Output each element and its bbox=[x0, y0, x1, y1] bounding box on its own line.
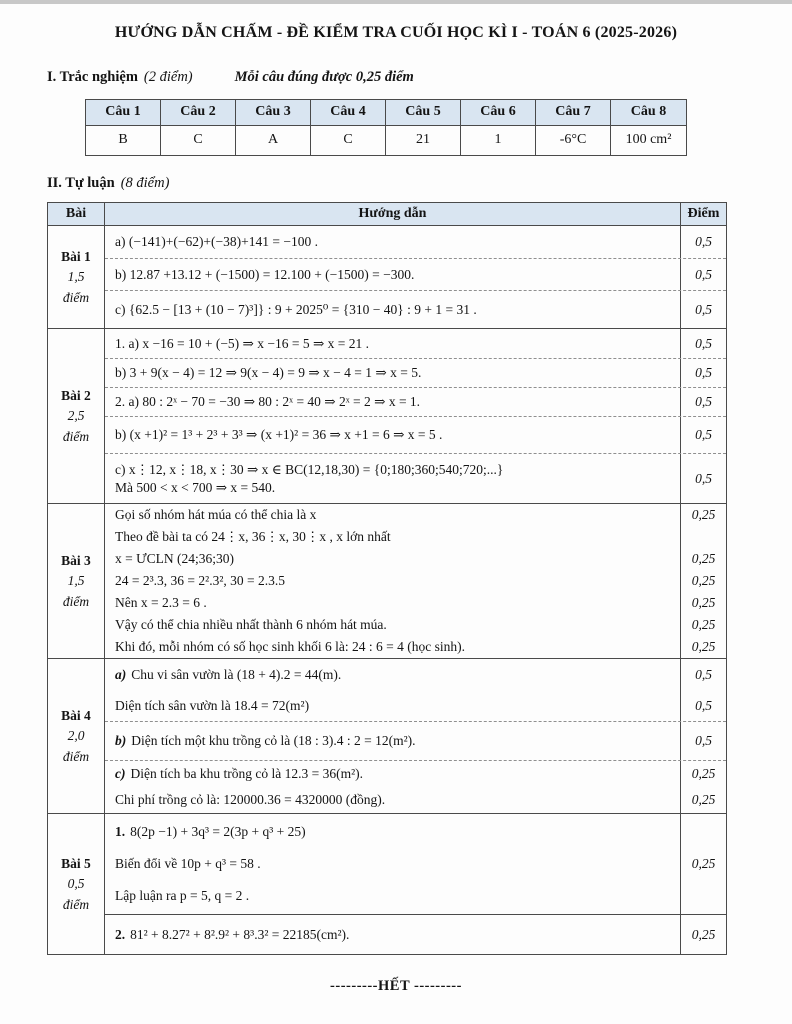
answer-line bbox=[115, 816, 674, 848]
page-title: HƯỚNG DẪN CHẤM - ĐỀ KIỂM TRA CUỐI HỌC KÌ I - TOÁN 6 (2025-2026) bbox=[114, 24, 678, 41]
mcq-answer-cell: C bbox=[161, 126, 236, 155]
answer-step bbox=[105, 787, 726, 813]
section1-subnote: Mỗi câu đúng được 0,25 điểm bbox=[234, 68, 414, 85]
mcq-header-cell: Câu 3 bbox=[236, 100, 311, 126]
score-cell: 0,5 bbox=[680, 291, 726, 328]
mcq-answer-cell: A bbox=[236, 126, 311, 155]
answer-row bbox=[105, 453, 726, 503]
answer-row bbox=[105, 504, 726, 658]
answer-line: Mà 500 < x < 700 ⇒ x = 540. bbox=[115, 479, 276, 495]
score-cell: 0,25 bbox=[680, 761, 726, 787]
mcq-header-cell: Câu 2 bbox=[161, 100, 236, 126]
score-cell: 0,5 bbox=[680, 226, 726, 258]
answer-line: 2. a) 80 : 2ˣ − 70 = −30 ⇒ 80 : 2ˣ = 40 ⇒ 2ˣ = 2 ⇒ x = 1. bbox=[115, 394, 421, 410]
answer-step bbox=[105, 614, 726, 636]
essay-col-huongdan: Hướng dẫn bbox=[358, 205, 427, 221]
score-cell: 0,25 bbox=[680, 915, 726, 954]
answer-step bbox=[105, 761, 726, 787]
score-cell: 0,5 bbox=[680, 659, 726, 690]
score-cell bbox=[680, 526, 726, 548]
answer-line: a) (−141)+(−62)+(−38)+141 = −100 . bbox=[115, 234, 318, 250]
section-body bbox=[105, 659, 726, 813]
mcq-header-cell: Câu 8 bbox=[611, 100, 686, 126]
answer-text: Diện tích một khu trồng cỏ là (18 : 3).4 : 2 = 12(m²). bbox=[131, 733, 416, 749]
mcq-header-cell: Câu 4 bbox=[311, 100, 386, 126]
mcq-answer-cell: 21 bbox=[386, 126, 461, 155]
section-points-unit: điểm bbox=[62, 748, 90, 764]
section-label-cell bbox=[48, 659, 105, 813]
section-points: 1,5 bbox=[67, 269, 85, 285]
answer-text: 8(2p −1) + 3q³ = 2(3p + q³ + 25) bbox=[130, 824, 306, 840]
answer-text: Diện tích ba khu trồng cỏ là 12.3 = 36(m²). bbox=[130, 766, 363, 782]
answer-line: Theo đề bài ta có 24⋮x, 36⋮x, 30⋮x , x lớn nhất bbox=[115, 529, 391, 545]
score-cell: 0,25 bbox=[680, 614, 726, 636]
answer-row bbox=[105, 659, 726, 721]
answer-line bbox=[105, 761, 680, 787]
answer-text: Diện tích sân vườn là 18.4 = 72(m²) bbox=[115, 697, 310, 713]
section-label-cell bbox=[48, 504, 105, 658]
answer-step bbox=[105, 636, 726, 658]
answer-row bbox=[105, 358, 726, 387]
answer-line: c) {62.5 − [13 + (10 − 7)³]} : 9 + 2025⁰ = {310 − 40} : 9 + 1 = 31 . bbox=[115, 301, 477, 317]
section-label: Bài 3 bbox=[61, 553, 91, 569]
score-cell: 0,5 bbox=[680, 690, 726, 721]
answer-line: Khi đó, mỗi nhóm có số học sinh khối 6 là: 24 : 6 = 4 (học sinh). bbox=[115, 639, 465, 655]
answer-line: b) 3 + 9(x − 4) = 12 ⇒ 9(x − 4) = 9 ⇒ x − 4 = 1 ⇒ x = 5. bbox=[115, 365, 422, 381]
score-cell: 0,25 bbox=[680, 636, 726, 658]
answer-line: b) (x +1)² = 1³ + 2³ + 3³ ⇒ (x +1)² = 36 ⇒ x +1 = 6 ⇒ x = 5 . bbox=[115, 427, 443, 443]
answer-row bbox=[105, 760, 726, 813]
answer-step bbox=[105, 659, 726, 690]
score-cell: 0,25 bbox=[680, 814, 726, 914]
section-body bbox=[105, 226, 726, 328]
answer-line: 1. a) x −16 = 10 + (−5) ⇒ x −16 = 5 ⇒ x = 21 . bbox=[115, 335, 370, 351]
score-cell: 0,25 bbox=[680, 548, 726, 570]
answer-item-marker: c) bbox=[115, 766, 126, 782]
answer-line: Gọi số nhóm hát múa có thể chia là x bbox=[115, 507, 317, 523]
section-points: 2,5 bbox=[67, 408, 85, 424]
end-marker: ---------HẾT --------- bbox=[330, 978, 462, 995]
section2-heading-points: (8 điểm) bbox=[120, 174, 170, 191]
score-cell: 0,25 bbox=[680, 504, 726, 526]
mcq-answer-cell: B bbox=[86, 126, 161, 155]
section-label: Bài 5 bbox=[61, 856, 91, 872]
mcq-answer-cell: 100 cm² bbox=[625, 132, 672, 148]
score-cell: 0,5 bbox=[680, 329, 726, 358]
answer-row bbox=[105, 387, 726, 416]
answer-step bbox=[105, 504, 726, 526]
score-cell: 0,5 bbox=[680, 259, 726, 290]
answer-line bbox=[115, 926, 674, 944]
essay-section-bai5 bbox=[48, 813, 726, 954]
mcq-header-cell: Câu 1 bbox=[86, 100, 161, 126]
multiple-choice-table bbox=[85, 99, 687, 156]
section-points: 0,5 bbox=[67, 876, 85, 892]
essay-section-bai1 bbox=[48, 226, 726, 328]
answer-row bbox=[105, 290, 726, 328]
essay-table bbox=[47, 202, 727, 956]
section-label-cell bbox=[48, 226, 105, 328]
answer-line bbox=[105, 787, 680, 813]
answer-row bbox=[105, 258, 726, 290]
section-body bbox=[105, 814, 726, 954]
answer-row bbox=[105, 914, 726, 954]
answer-row bbox=[105, 416, 726, 453]
answer-step bbox=[105, 570, 726, 592]
answer-text: Chi phí trồng cỏ là: 120000.36 = 4320000 (đồng). bbox=[115, 792, 386, 808]
section2-heading bbox=[47, 174, 745, 194]
answer-step bbox=[105, 548, 726, 570]
page-top-edge bbox=[0, 0, 792, 4]
mcq-answer-cell: 1 bbox=[461, 126, 536, 155]
score-cell: 0,25 bbox=[680, 592, 726, 614]
answer-item-marker: a) bbox=[115, 666, 127, 682]
answer-row bbox=[105, 329, 726, 358]
essay-col-bai: Bài bbox=[48, 203, 105, 226]
score-cell: 0,5 bbox=[680, 454, 726, 503]
section-label: Bài 1 bbox=[61, 249, 91, 265]
answer-step bbox=[105, 592, 726, 614]
answer-text: Lập luận ra p = 5, q = 2 . bbox=[115, 888, 250, 904]
section-label: Bài 4 bbox=[61, 708, 91, 724]
section-points-unit: điểm bbox=[62, 896, 90, 912]
section2-heading-label: II. Tự luận bbox=[47, 174, 115, 191]
score-cell: 0,5 bbox=[680, 722, 726, 760]
answer-line: c) x⋮12, x⋮18, x⋮30 ⇒ x ∈ BC(12,18,30) = {0;180;360;540;720;...} bbox=[115, 461, 504, 477]
answer-line bbox=[115, 732, 674, 750]
section-points-unit: điểm bbox=[62, 289, 90, 305]
essay-section-bai2 bbox=[48, 328, 726, 503]
answer-line bbox=[115, 848, 674, 880]
section-points-unit: điểm bbox=[62, 593, 90, 609]
answer-item-marker: b) bbox=[115, 733, 127, 749]
mcq-header-cell: Câu 6 bbox=[461, 100, 536, 126]
section1-heading-points: (2 điểm) bbox=[143, 68, 193, 85]
section-label-cell bbox=[48, 329, 105, 503]
answer-line: 24 = 2³.3, 36 = 2².3², 30 = 2.3.5 bbox=[115, 573, 285, 589]
answer-item-marker: 1. bbox=[115, 824, 126, 840]
answer-text: 81² + 8.27² + 8².9² + 8³.3² = 22185(cm²). bbox=[130, 926, 350, 942]
essay-col-diem: Điểm bbox=[680, 203, 726, 226]
section-points: 2,0 bbox=[67, 728, 85, 744]
score-cell: 0,5 bbox=[680, 388, 726, 416]
mcq-answer-cell: C bbox=[311, 126, 386, 155]
answer-step bbox=[105, 526, 726, 548]
answer-line: b) 12.87 +13.12 + (−1500) = 12.100 + (−1500) = −300. bbox=[115, 266, 415, 282]
answer-line: x = ƯCLN (24;36;30) bbox=[115, 551, 234, 567]
section-body bbox=[105, 329, 726, 503]
answer-item-marker: 2. bbox=[115, 926, 126, 942]
answer-text: Biến đổi về 10p + q³ = 58 . bbox=[115, 856, 261, 872]
answer-step bbox=[105, 690, 726, 721]
mcq-header-cell: Câu 5 bbox=[386, 100, 461, 126]
section-label: Bài 2 bbox=[61, 388, 91, 404]
essay-table-header bbox=[48, 203, 726, 227]
essay-section-bai4 bbox=[48, 658, 726, 813]
section-points: 1,5 bbox=[67, 573, 85, 589]
answer-row bbox=[105, 226, 726, 258]
mcq-header-cell: Câu 7 bbox=[536, 100, 611, 126]
section1-heading bbox=[47, 68, 745, 88]
score-cell: 0,25 bbox=[680, 787, 726, 813]
section-label-cell bbox=[48, 814, 105, 954]
answer-row bbox=[105, 721, 726, 760]
answer-line bbox=[105, 690, 680, 721]
answer-line bbox=[115, 880, 674, 912]
score-cell: 0,5 bbox=[680, 417, 726, 453]
section-body bbox=[105, 504, 726, 658]
answer-line: Vậy có thể chia nhiều nhất thành 6 nhóm hát múa. bbox=[115, 617, 387, 633]
mcq-answer-cell: -6°C bbox=[536, 126, 611, 155]
section-points-unit: điểm bbox=[62, 428, 90, 444]
answer-text: Chu vi sân vườn là (18 + 4).2 = 44(m). bbox=[131, 666, 342, 682]
answer-line bbox=[105, 659, 680, 690]
section1-heading-label: I. Trắc nghiệm bbox=[47, 68, 138, 85]
essay-section-bai3 bbox=[48, 503, 726, 658]
answer-line: Nên x = 2.3 = 6 . bbox=[115, 595, 207, 611]
answer-row bbox=[105, 814, 726, 914]
score-cell: 0,25 bbox=[680, 570, 726, 592]
score-cell: 0,5 bbox=[680, 359, 726, 387]
